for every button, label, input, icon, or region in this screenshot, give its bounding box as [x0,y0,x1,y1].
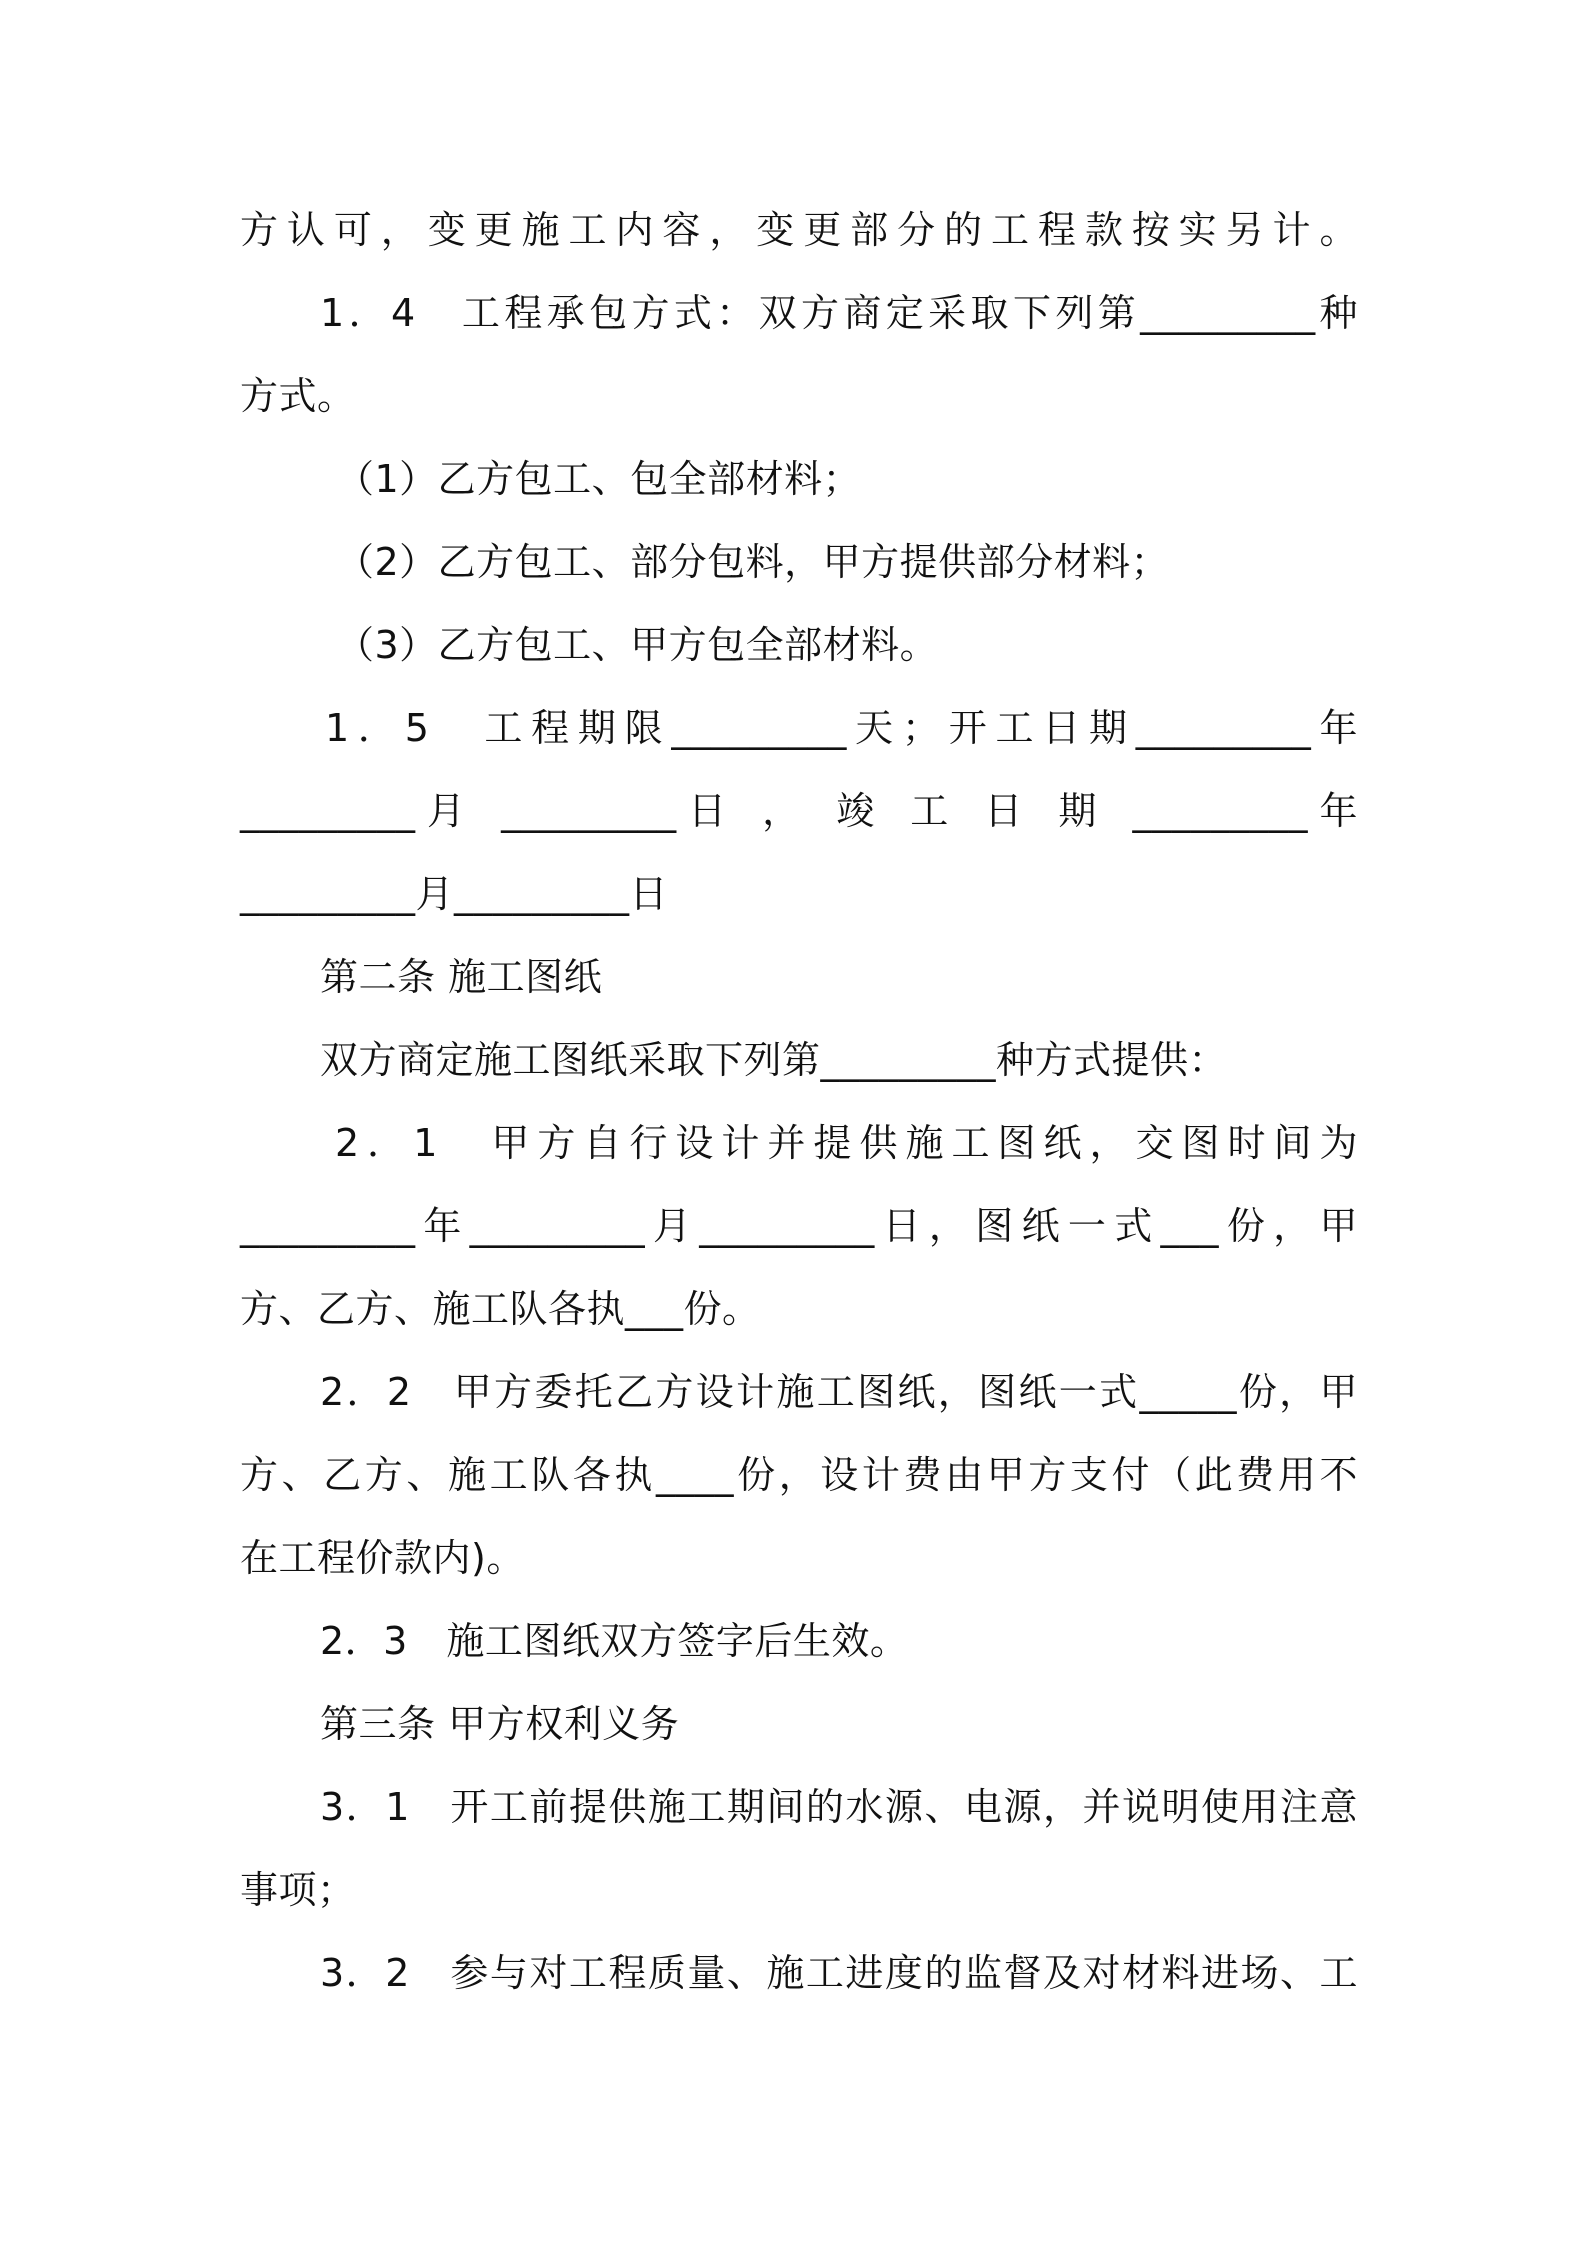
clause-2-1: 2．1 甲方自行设计并提供施工图纸，交图时间为 [335,1121,1358,1165]
text-line-16: 方、乙方、施工队各执____份，设计费由甲方支付（此费用不 [240,1453,1358,1497]
text-line-13: _________年_________月_________日，图纸一式___份，甲 [240,1204,1358,1248]
text-line-3: 方式。 [240,374,356,418]
clause-2-3: 2．3 施工图纸双方签字后生效。 [320,1619,909,1663]
option-2: （2）乙方包工、部分包料，甲方提供部分材料； [336,540,1170,584]
clause-3-2: 3．2 参与对工程质量、施工进度的监督及对材料进场、工 [320,1951,1358,1995]
clause-3-1: 3．1 开工前提供施工期间的水源、电源，并说明使用注意 [320,1785,1358,1829]
section-heading-2: 第二条 施工图纸 [320,955,603,999]
text-line-14: 方、乙方、施工队各执___份。 [240,1287,761,1331]
option-3: （3）乙方包工、甲方包全部材料。 [336,623,939,667]
text-line-1: 方认可，变更施工内容，变更部分的工程款按实另计。 [240,208,1358,252]
clause-1-5: 1．5 工程期限_________天；开工日期_________年 [325,706,1358,750]
option-1: （1）乙方包工、包全部材料； [336,457,862,501]
text-line-11: 双方商定施工图纸采取下列第_________种方式提供： [320,1038,1228,1082]
text-line-9: _________月_________日 [240,872,669,916]
clause-1-4: 1．4 工程承包方式：双方商定采取下列第_________种 [320,291,1358,335]
text-line-8: _________月 _________日 ， 竣 工 日 期 _________年 [240,789,1358,833]
text-line-21: 事项； [240,1868,356,1912]
clause-2-2: 2．2 甲方委托乙方设计施工图纸，图纸一式_____份，甲 [320,1370,1358,1414]
section-heading-3: 第三条 甲方权利义务 [320,1702,680,1746]
text-line-17: 在工程价款内)。 [240,1536,525,1580]
